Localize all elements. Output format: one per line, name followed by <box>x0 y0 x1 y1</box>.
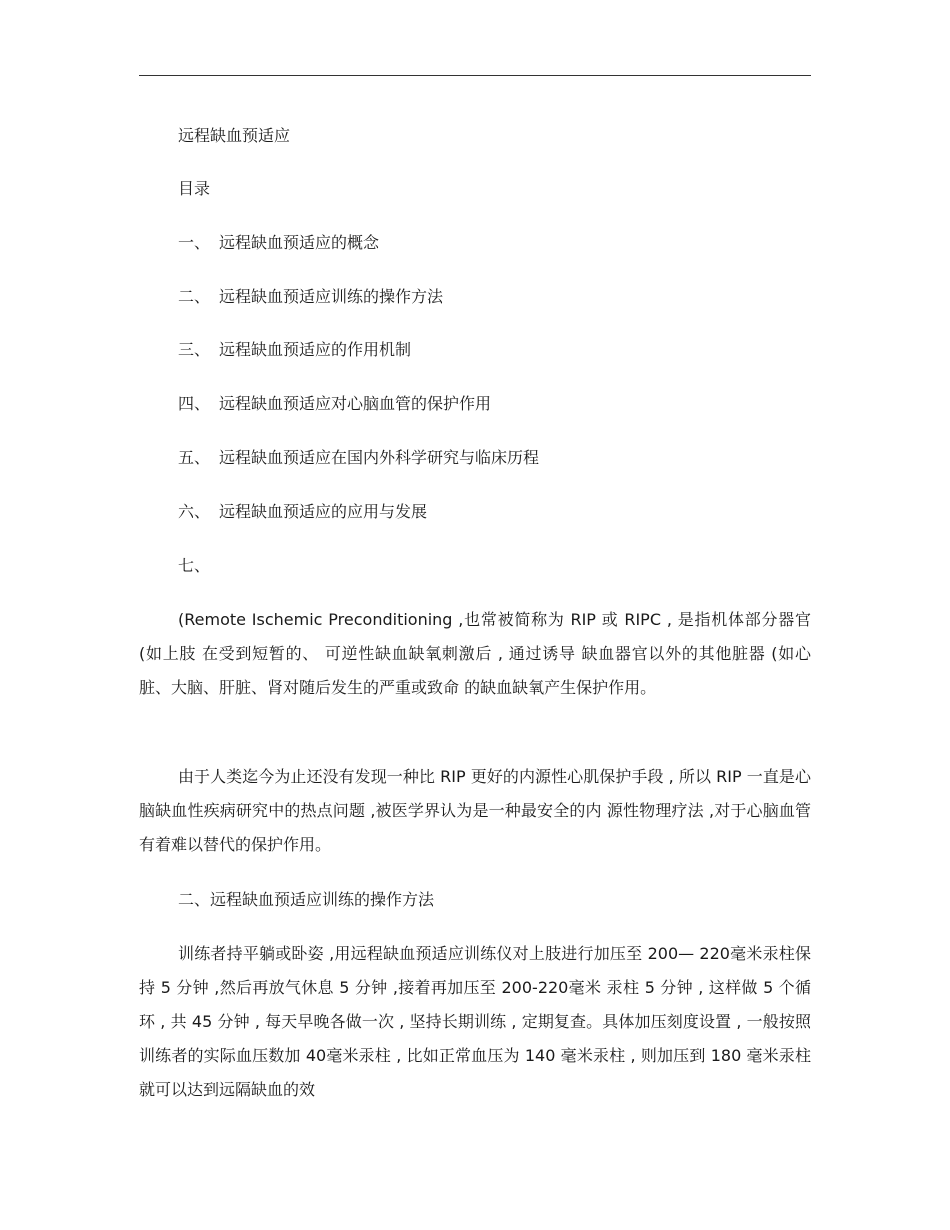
toc-item <box>178 233 379 253</box>
document-title: 远程缺血预适应 <box>178 126 291 145</box>
body-paragraph: 训练者持平躺或卧姿 ,用远程缺血预适应训练仪对上肢进行加压至 200— 220毫米汞柱保持 5 分钟 ,然后再放气休息 5 分钟 ,接着再加压至 200-220毫米 汞柱 5 分钟 , 这样做 5 个循环 , 共 45 分钟 , 每天早晚各做一次 , 坚持长期训练 , 定期复查。具体加压刻度设置 , 一般按照训练者的实际血压数加 40毫米汞柱 , 比如正常血压为 140 毫米汞柱 , 则加压到 180 毫米汞柱就可以达到远隔缺血的效 <box>139 944 811 1099</box>
toc-item-label: 远程缺血预适应的应用与发展 <box>219 502 428 521</box>
toc-item <box>178 556 219 576</box>
toc-item-number: 三、 <box>178 340 211 359</box>
toc-item-number: 五、 <box>178 448 211 467</box>
toc-item-label: 远程缺血预适应训练的操作方法 <box>219 287 444 306</box>
toc-item <box>178 287 443 307</box>
toc-heading: 目录 <box>178 179 211 198</box>
toc-item-number: 二、 <box>178 287 211 306</box>
toc-item <box>178 448 539 468</box>
header-rule <box>139 75 811 76</box>
toc-item <box>178 340 411 360</box>
body-paragraph: 由于人类迄今为止还没有发现一种比 RIP 更好的内源性心肌保护手段 , 所以 RIP 一直是心脑缺血性疾病研究中的热点问题 ,被医学界认为是一种最安全的内 源性物理疗法 ,对于心脑血管有着难以替代的保护作用。 <box>139 767 811 854</box>
section-heading: 二、远程缺血预适应训练的操作方法 <box>178 890 435 909</box>
toc-item-number: 七、 <box>178 556 211 575</box>
body-paragraph: (Remote Ischemic Preconditioning ,也常被简称为 RIP 或 RIPC , 是指机体部分器官 (如上肢 在受到短暂的、 可逆性缺血缺氧刺激后 , 通过诱导 缺血器官以外的其他脏器 (如心脏、大脑、肝脏、肾对随后发生的严重或致命 的缺血缺氧产生保护作用。 <box>139 610 811 697</box>
toc-item <box>178 394 491 414</box>
toc-item-number: 四、 <box>178 394 211 413</box>
toc-item-number: 一、 <box>178 233 211 252</box>
toc-item <box>178 502 427 522</box>
toc-item-label: 远程缺血预适应的作用机制 <box>219 340 412 359</box>
toc-item-label: 远程缺血预适应在国内外科学研究与临床历程 <box>219 448 540 467</box>
toc-item-number: 六、 <box>178 502 211 521</box>
toc-item-label: 远程缺血预适应对心脑血管的保护作用 <box>219 394 492 413</box>
toc-item-label: 远程缺血预适应的概念 <box>219 233 380 252</box>
